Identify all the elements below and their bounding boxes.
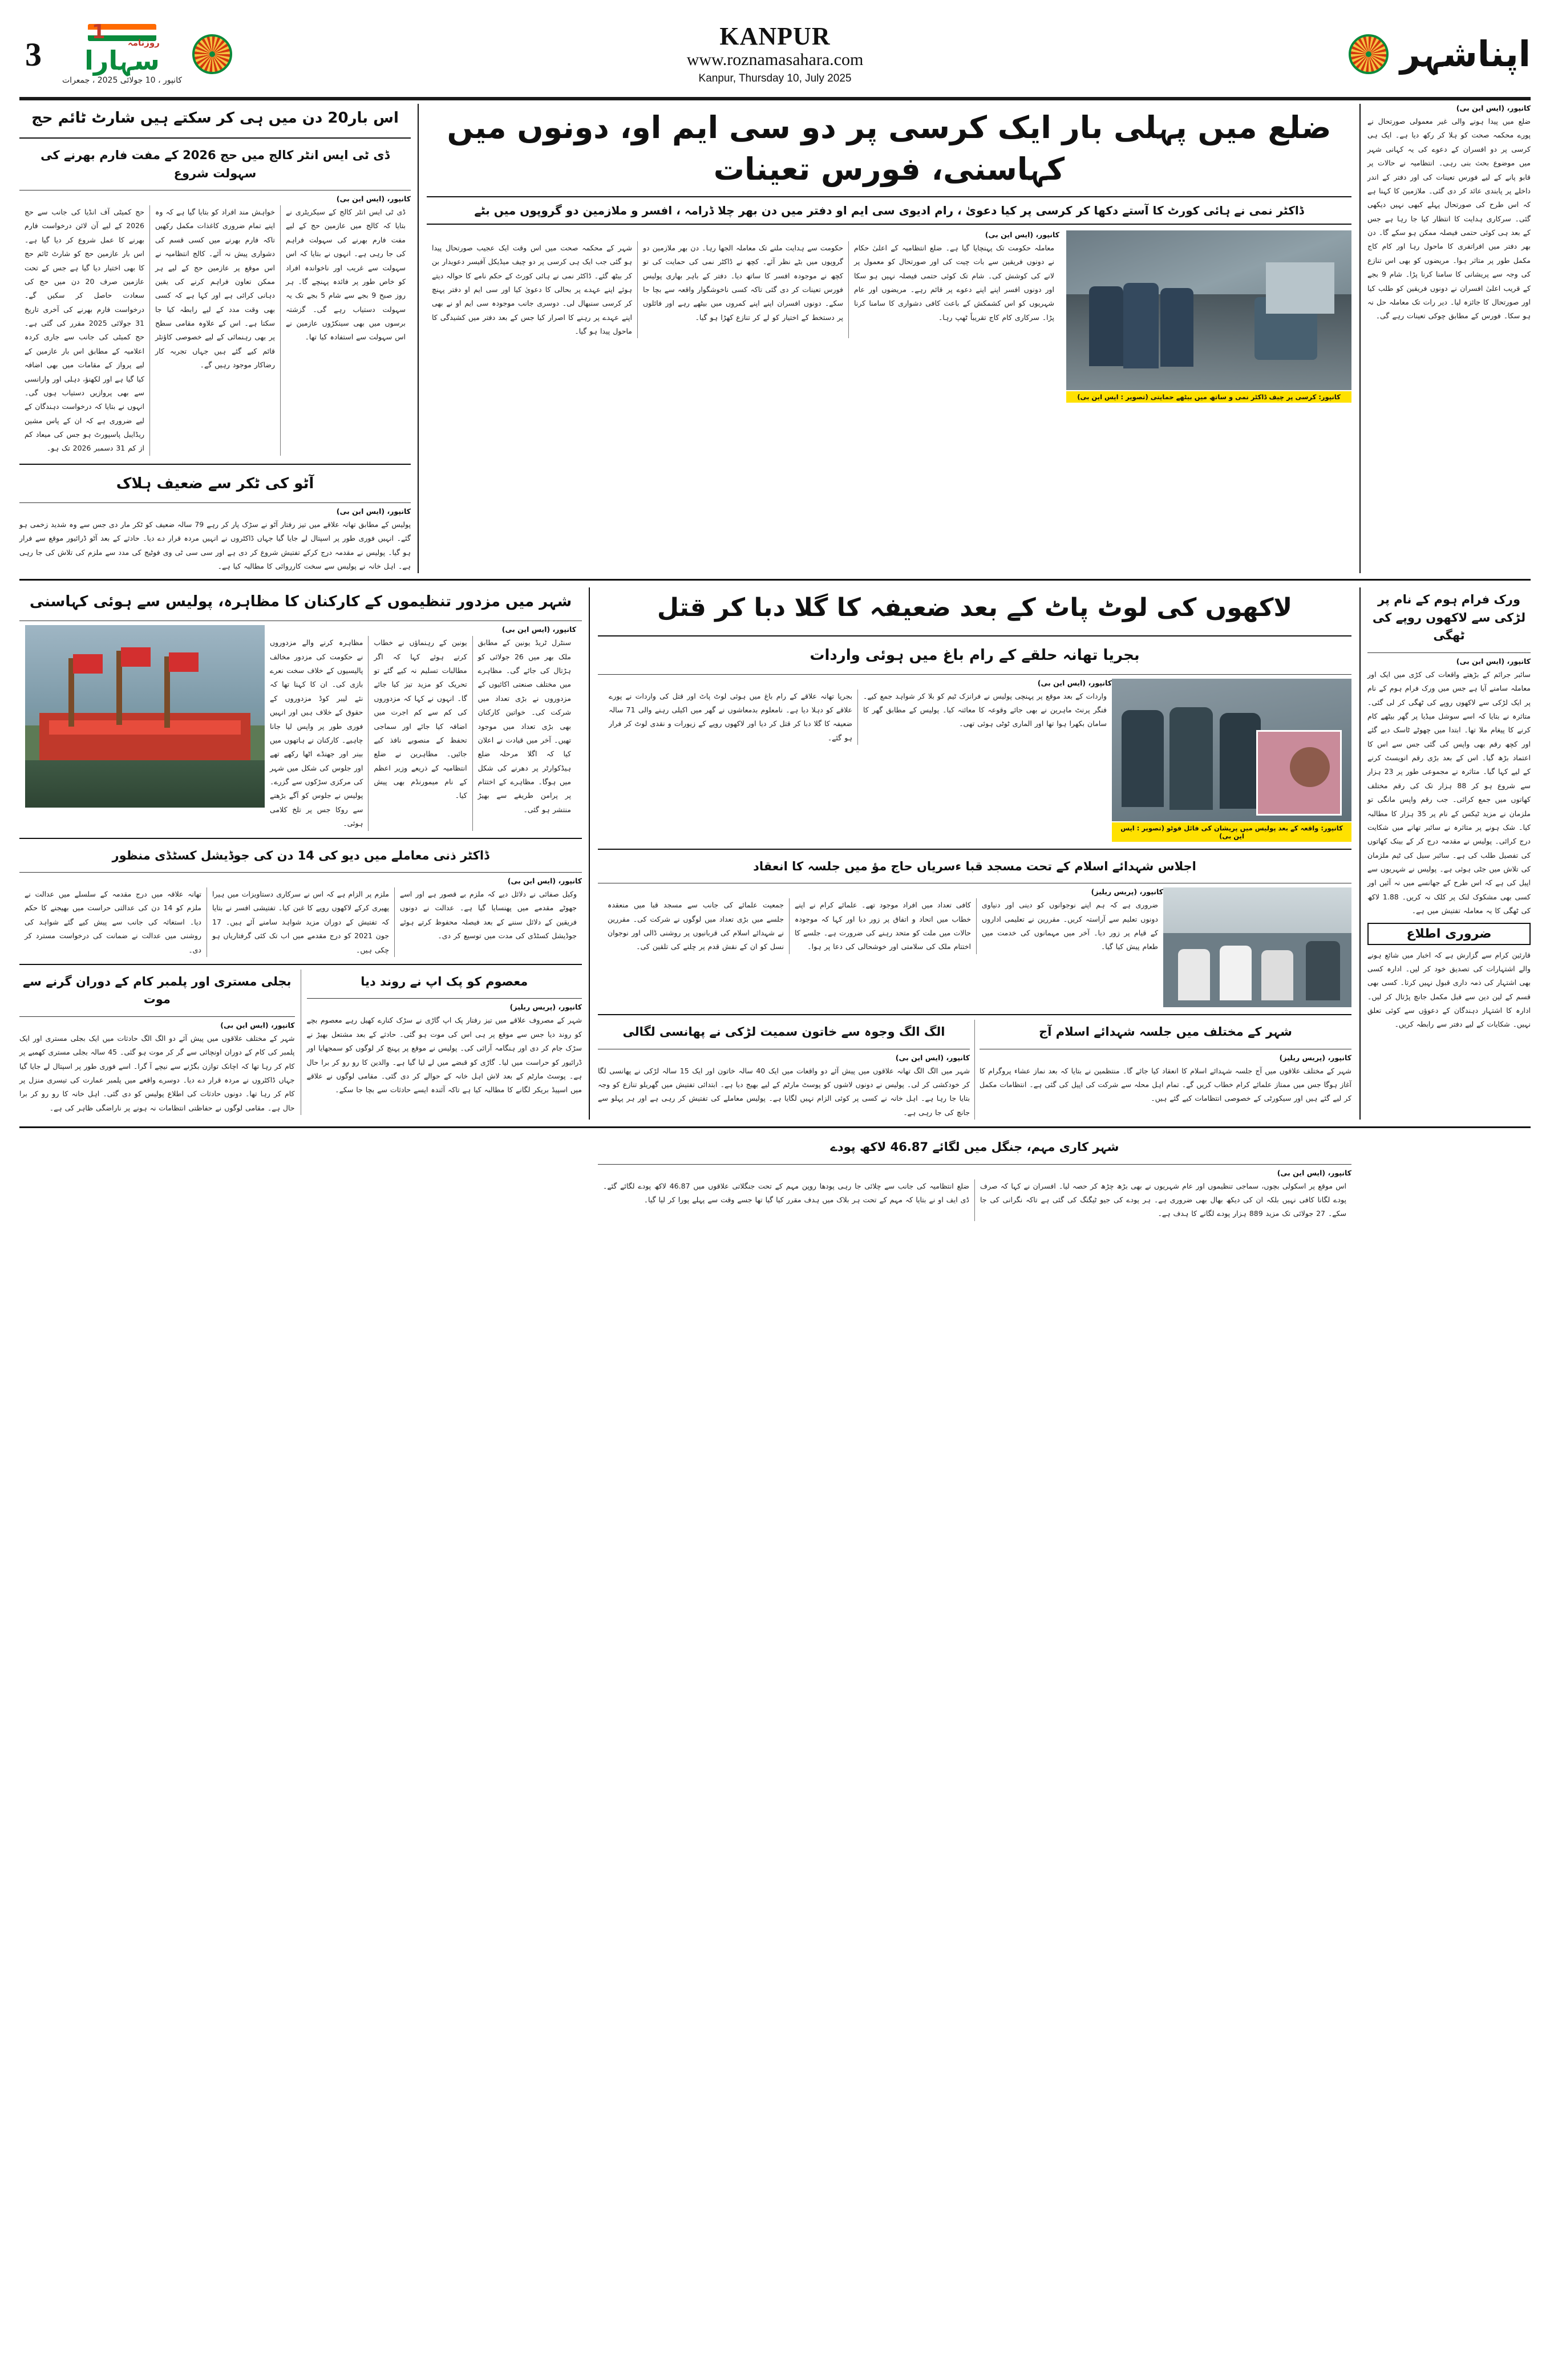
story-subheadline-hajj: ڈی ٹی ایس انٹر کالج میں حج 2026 کے مفت فارم بھرنے کی سہولت شروع (41, 148, 390, 180)
city-title: KANPUR (719, 22, 831, 50)
story-headline-wfh-fraud: ورک فرام ہوم کے نام پر لڑکی سے لاکھوں روپے کی ٹھگی (1372, 593, 1526, 643)
story-paragraph: بجریا تھانہ علاقے کے رام باغ میں ہوئی لوٹ پاٹ اور قتل کی واردات نے پورے علاقے کو دہلا دیا ہے۔ نامعلوم بدمعاشوں نے گھر میں اکیلی رہنے والی 71 سالہ ضعیفہ کا گلا دبا کر قتل کر دیا اور لاکھوں روپے کے زیورات و نقدی لوٹ کر فرار ہو گئے۔ (609, 691, 852, 742)
story-headline-shuhada-meeting: شہر کے مختلف میں جلسہ شہدائے اسلام آج (1039, 1025, 1292, 1039)
edition-date: Kanpur, Thursday 10, July 2025 (698, 72, 852, 85)
story-headline-auto-accident: آٹو کی ٹکر سے ضعیف ہلاک (116, 475, 314, 492)
band1-left-column (19, 104, 419, 573)
news-photo-police-victim (1112, 679, 1351, 821)
section-title: اپناشہر (1400, 33, 1531, 75)
story-paragraph: سنٹرل ٹریڈ یونین کے مطابق ملک بھر میں 26 جولائی کو ہڑتال کی جائے گی۔ مظاہرے میں مختلف صنعتی اکائیوں کے مزدوروں نے بڑی تعداد میں شرکت کی۔ خواتین کارکنان بھی بڑی تعداد میں موجود تھیں۔ آخر میں قیادت نے اعلان کیا کہ اگلا مرحلہ ضلع ہیڈکوارٹر پر دھرنے کی شکل میں ہوگا۔ مظاہرے کے اختتام پر پرامن طریقے سے بھیڑ منتشر ہو گئی۔ (472, 636, 576, 830)
notice-text: قارئین کرام سے گزارش ہے کہ اخبار میں شائع ہونے والے اشتہارات کی تصدیق خود کر لیں۔ ادارہ کسی بھی اشتہار کی ذمہ داری قبول نہیں کرتا۔ کسی بھی قسم کے لین دین سے قبل مکمل جانچ پڑتال کر لیں۔ ادارہ کا اشتہار دہندگان کے دعوؤں سے کوئی تعلق نہیں۔ شکایات کے لیے دفتر سے رابطہ کریں۔ (1367, 950, 1531, 1029)
dateline-mosque-gathering: کانپور، (پریس ریلیز) (1091, 887, 1163, 897)
masthead-right (1165, 34, 1531, 74)
murder-story-columns (604, 690, 1112, 745)
story-headline-hajj: اس بار20 دن میں ہی کر سکتے ہیں شارٹ ٹائم حج (31, 110, 399, 127)
photo-caption: کانپور: واقعہ کے بعد پولیس میں پریشان کی فائل فوٹو (تصویر : ایس این بی) (1112, 822, 1351, 842)
logo-kicker: روزنامہ (127, 37, 160, 48)
dateline-plantation: کانپور، (ایس این بی) (1277, 1168, 1351, 1177)
story-paragraph: مظاہرہ کرنے والے مزدوروں نے حکومت کی مزدور مخالف پالیسیوں کے خلاف سخت نعرے بازی کی۔ ان کا کہنا تھا کہ نئے لیبر کوڈ مزدوروں کے حقوق کے خلاف ہیں اور انہیں فوری طور پر واپس لیا جانا چاہیے۔ کارکنان نے ہاتھوں میں بینر اور جھنڈے اٹھا رکھے تھے اور جلوس کی شکل میں شہر کی مرکزی سڑکوں سے گزرے۔ پولیس نے جلوس کو آگے بڑھنے سے روکا جس پر تلخ کلامی ہوئی۔ (270, 638, 363, 828)
story-paragraph: شہر کے مصروف علاقے میں تیز رفتار پک اپ گاڑی نے سڑک کنارے کھیل رہے معصوم بچے کو روند دیا جس سے موقع پر ہی اس کی موت ہو گئی۔ حادثے کے بعد مشتعل بھیڑ نے سڑک جام کر دی اور ہنگامہ آرائی کی۔ پولیس نے موقع پر پہنچ کر لوگوں کو سمجھایا اور ڈرائیور کو حراست میں لیا۔ گاڑی کو قبضے میں لے لیا گیا ہے۔ والدین کا رو رو کر برا حال ہے۔ پوسٹ مارٹم کے بعد لاش اہل خانہ کے حوالے کر دی گئی۔ مقامی لوگوں نے علاقے میں اسپیڈ بریکر لگانے کا مطالبہ کیا ہے تاکہ آئندہ ایسے حادثات سے بچا جا سکے۔ (306, 1016, 582, 1094)
story-paragraph: شہر کے محکمہ صحت میں اس وقت ایک عجیب صورتحال پیدا ہو گئی جب ایک ہی کرسی پر دو چیف میڈیکل آفیسر دعویدار بن کر بیٹھ گئے۔ ڈاکٹر نمی نے ہائی کورٹ کے حکم نامے کا حوالہ دیتے ہوئے اپنے عہدے پر بحالی کا دعویٰ کیا اور سی ایم او دفتر پہنچ کر کرسی سنبھال لی۔ دوسری جانب موجودہ سی ایم او نے بھی اپنے عہدے پر رہنے کا اصرار کیا جس کے بعد دفتر میں کشیدگی کا ماحول پیدا ہو گیا۔ (432, 243, 632, 336)
story-paragraph: ضلع میں پیدا ہونے والی غیر معمولی صورتحال نے پورے محکمہ صحت کو ہلا کر رکھ دیا ہے۔ ایک ہی کرسی پر دو افسران کے دعوے کی یہ کہانی شہر میں موضوع بحث بنی رہی۔ انتظامیہ نے حالات پر قابو پانے کے لیے فورس تعینات کی اور دفتر کے اندر داخلے پر پابندی عائد کر دی گئی۔ ملازمین کا کہنا ہے کہ اس طرح کی صورتحال پہلے کبھی نہیں دیکھی گئی۔ سرکاری ہدایت کا انتظار کیا جا رہا ہے جس کے بعد ہی کوئی حتمی فیصلہ ممکن ہو سکے گا۔ دن بھر دفتر میں افراتفری کا ماحول رہا اور کام کاج مکمل طور پر متاثر ہوا۔ مریضوں کو بھی اس تنازع کی وجہ سے پریشانی کا سامنا کرنا پڑا۔ شام 9 بجے کے قریب اعلیٰ افسران نے دونوں فریقین کو طلب کیا اور صورتحال کا جائزہ لیا۔ دیر رات تک معاملہ حل نہ ہو سکا۔ فورس کے مطابق چوکی تعینات رہے گی۔ (1367, 117, 1531, 321)
website-url[interactable]: www.roznamasahara.com (686, 50, 864, 70)
story-paragraph: اس موقع پر اسکولی بچوں، سماجی تنظیموں اور عام شہریوں نے بھی بڑھ چڑھ کر حصہ لیا۔ افسران نے کہا کہ صرف پودے لگانا کافی نہیں بلکہ ان کی دیکھ بھال بھی ضروری ہے۔ ہر پودے کی جیو ٹیگنگ کی گئی ہے تاکہ نگرانی کی جا سکے۔ 27 جولائی تک مزید 889 ہزار پودے لگانے کا ہدف ہے۔ (974, 1179, 1351, 1221)
story-headline-murder: لاکھوں کی لوٹ پاٹ کے بعد ضعیفہ کا گلا دبا کر قتل (657, 593, 1293, 623)
story-headline-mosque-gathering: اجلاس شہدائے اسلام کے تحت مسجد قبا ءسریاں حاج مؤ میں جلسہ کا انعقاد (753, 859, 1196, 873)
mosque-columns (602, 898, 1163, 954)
story-paragraph: حکومت سے ہدایت ملنے تک معاملہ الجھا رہا۔ دن بھر ملازمین دو گروپوں میں بٹے نظر آئے۔ کچھ نے ڈاکٹر نمی کی حمایت کی تو کچھ نے موجودہ افسر کا ساتھ دیا۔ دفتر کے باہر بھاری پولیس فورس تعینات کر دی گئی تاکہ کسی ناخوشگوار واقعہ سے بچا جا سکے۔ دونوں افسران اپنے اپنے کمروں میں بیٹھے رہے اور فائلوں پر دستخط کے اختیار کو لے کر تنازع کھڑا ہو گیا۔ (637, 241, 848, 339)
story-paragraph: یونین کے رہنماؤں نے خطاب کرتے ہوئے کہا کہ اگر مطالبات تسلیم نہ کیے گئے تو تحریک کو مزید تیز کیا جائے گا۔ انہوں نے کہا کہ مزدوروں کی کم سے کم اجرت میں اضافہ کیا جائے اور سماجی تحفظ کے منصوبے نافذ کیے جائیں۔ مظاہرین نے ضلع انتظامیہ کے ذریعے وزیر اعظم کے نام میمورنڈم بھی پیش کیا۔ (368, 636, 472, 830)
dateline-hajj: کانپور، (ایس این بی) (336, 194, 411, 203)
logo-urdu-text (84, 39, 160, 74)
cmo-story-columns (427, 241, 1059, 339)
news-photo-mosque-meeting (1163, 887, 1351, 1007)
story-paragraph: حج کمیٹی آف انڈیا کی جانب سے حج 2026 کے لیے آن لائن درخواست فارم بھرنے کا عمل شروع کر دیا گیا ہے۔ اس بار عازمین حج کو شارٹ ٹائم حج کا بھی اختیار دیا گیا ہے جس کے تحت عازمین صرف 20 دن میں حج کی سعادت حاصل کر سکیں گے۔ درخواست فارم بھرنے کی آخری تاریخ 31 جولائی 2025 مقرر کی گئی ہے۔ حج کمیٹی کی جانب سے جاری کردہ اعلامیہ کے مطابق اس بار عازمین کے لیے پرواز کے مقامات میں بھی اضافہ کیا گیا ہے اور لکھنؤ، دہلی اور وارانسی سے بھی پروازیں دستیاب ہوں گی۔ انہوں نے بتایا کہ درخواست دہندگان کے لیے ضروری ہے کہ ان کے پاس مشین ریڈایبل پاسپورٹ ہو جس کی میعاد کم از کم 31 دسمبر 2026 تک ہو۔ (25, 208, 145, 453)
page-number: 3 (25, 35, 42, 73)
dateline-judicial-custody: کانپور، (ایس این بی) (507, 877, 582, 885)
band2-right-rail (1359, 587, 1531, 1120)
band-4 (19, 1128, 1531, 1228)
story-headline-electrician-death: بجلی مستری اور پلمبر کام کے دوران گرنے سے موت (22, 974, 292, 1007)
story-paragraph: معاملہ حکومت تک پہنچایا گیا ہے۔ ضلع انتظامیہ کے اعلیٰ حکام نے دونوں فریقین سے بات چیت کی اور صورتحال کو معمول پر لانے کی کوشش کی۔ شام تک کوئی حتمی فیصلہ نہیں ہو سکا اور دونوں افسر اپنے اپنے دعوے پر قائم رہے۔ مریضوں اور عام شہریوں کو اس کشمکش کے باعث کافی دشواری کا سامنا کرنا پڑا۔ سرکاری کام کاج تقریباً ٹھپ رہا۔ (848, 241, 1059, 339)
news-photo-cmo-office (1066, 230, 1351, 390)
story-paragraph: کافی تعداد میں افراد موجود تھے۔ علمائے کرام نے اپنے خطاب میں اتحاد و اتفاق پر زور دیا اور کہا کہ موجودہ حالات میں ملت کو متحد رہنے کی ضرورت ہے۔ جلسے کا اختتام ملک کی سلامتی اور خوشحالی کی دعا پر ہوا۔ (789, 898, 976, 954)
protest-story-block (19, 587, 590, 1120)
story-subheadline-murder: بجریا تھانہ حلقے کے رام باغ میں ہوئی واردات (810, 646, 1140, 664)
dateline-auto-accident: کانپور، (ایس این بی) (336, 506, 411, 516)
logo-numeral: 1 (92, 20, 106, 43)
band1-right-column (1359, 104, 1531, 573)
publication-logo (62, 20, 182, 85)
story-paragraph: ضلع انتظامیہ کی جانب سے چلائی جا رہی پودھا روپن مہم کے تحت جنگلاتی علاقوں میں 46.87 لاکھ پودے لگائے گئے۔ ڈی ایف او نے بتایا کہ مہم کے تحت ہر بلاک میں ہدف مقرر کیا گیا تھا جسے وقت سے پہلے پورا کر لیا گیا۔ (603, 1181, 969, 1205)
dateline-wfh-fraud: کانپور، (ایس این بی) (1456, 656, 1531, 666)
dateline-electrician-death: کانپور، (ایس این بی) (220, 1020, 295, 1029)
protest-columns (265, 636, 576, 830)
story-paragraph: خواہش مند افراد کو بتایا گیا ہے کہ وہ اپنے تمام ضروری کاغذات مکمل رکھیں تاکہ فارم بھرنے میں کسی قسم کی دشواری پیش نہ آئے۔ کالج انتظامیہ نے اس موقع پر عازمین حج کے لیے ہر ممکن تعاون فراہم کرنے کی یقین دہانی کرائی ہے اور کہا ہے کہ کسی بھی وقت مدد کے لیے رابطہ کیا جا سکتا ہے۔ اس کے علاوہ مقامی سطح پر بھی رہنمائی کے لیے خصوصی کاؤنٹر قائم کیے گئے ہیں جہاں تجربہ کار رضاکار موجود رہیں گے۔ (149, 205, 280, 456)
dateline-child-run-over: کانپور، (پریس ریلیز) (509, 1003, 582, 1012)
lead-subheadline: ڈاکٹر نمی نے ہائی کورٹ کا آستے دکھا کر کرسی پر کیا دعویٰ ، رام ادیوی سی ایم او دفتر میں دن بھر چلا ڈرامہ ، افسر و ملازمین دو گروپوں میں بٹے (427, 196, 1351, 225)
story-paragraph: جمعیت علمائے کی جانب سے مسجد قبا میں منعقدہ جلسے میں بڑی تعداد میں لوگوں نے شرکت کی۔ مقررین نے شہدائے اسلام کی قربانیوں پر روشنی ڈالی اور نوجوان نسل کو ان کے نقش قدم پر چلنے کی تلقین کی۔ (608, 901, 784, 951)
story-paragraph: واردات کے بعد موقع پر پہنچی پولیس نے فرانزک ٹیم کو بلا کر شواہد جمع کیے۔ فنگر پرنٹ ماہرین نے بھی جائے وقوعہ کا معائنہ کیا۔ پولیس کے مطابق گھر کا سامان بکھرا ہوا تھا اور الماری ٹوٹی ہوئی تھی۔ (857, 690, 1112, 745)
masthead-left (19, 20, 385, 85)
notice-heading: ضروری اطلاع (1367, 923, 1531, 945)
sunburst-icon-right (1349, 34, 1389, 74)
story-paragraph: ملزم پر الزام ہے کہ اس نے سرکاری دستاویزات میں ہیرا پھیری کرکے لاکھوں روپے کا غبن کیا۔ تفتیشی افسر نے بتایا کہ تفتیش کے دوران مزید شواہد سامنے آئے ہیں۔ 17 جون 2021 کو درج مقدمے میں اب تک کئی گرفتاریاں ہو چکی ہیں۔ (207, 887, 394, 957)
hajj-story-columns (19, 205, 411, 456)
story-paragraph: شہر میں الگ الگ تھانہ علاقوں میں پیش آئے دو واقعات میں ایک 40 سالہ خاتون اور ایک 15 سالہ لڑکی نے پھانسی لگا کر خودکشی کر لی۔ پولیس نے دونوں لاشوں کو پوسٹ مارٹم کے لیے بھیج دیا ہے۔ ابتدائی تفتیش میں گھریلو تنازع کو وجہ بتایا جا رہا ہے۔ اہل خانہ نے کسی پر کوئی الزام نہیں لگایا ہے۔ پولیس معاملے کی تفتیش کر رہی ہے اور ہر پہلو سے جانچ کی جا رہی ہے۔ (598, 1066, 970, 1117)
news-photo-protest-rally (25, 625, 265, 808)
story-paragraph: پولیس کے مطابق تھانہ علاقے میں تیز رفتار آٹو نے سڑک پار کر رہے 79 سالہ ضعیف کو ٹکر مار دی جس سے وہ شدید زخمی ہو گئے۔ انہیں فوری طور پر اسپتال لے جایا گیا جہاں ڈاکٹروں نے انہیں مردہ قرار دے دیا۔ حادثے کے بعد آٹو ڈرائیور موقع سے فرار ہو گیا۔ پولیس نے مقدمہ درج کرکے تفتیش شروع کر دی ہے اور سی سی ٹی وی فوٹیج کی مدد سے ملزم کی تلاش کی جا رہی ہے۔ اہل خانہ نے پولیس سے سخت کارروائی کا مطالبہ کیا ہے۔ (19, 520, 411, 570)
logo-date: کانپور ، 10 جولائی 2025 ، جمعرات (62, 75, 182, 85)
judicial-custody-columns (19, 887, 582, 957)
dateline-shuhada-meeting: کانپور، (پریس ریلیز) (1279, 1053, 1351, 1062)
story-paragraph: وکیل صفائی نے دلائل دیے کہ ملزم بے قصور ہے اور اسے جھوٹے مقدمے میں پھنسایا گیا ہے۔ عدالت نے دونوں فریقین کے دلائل سننے کے بعد فیصلہ محفوظ کرتے ہوئے جوڈیشل کسٹڈی کی مدت میں توسیع کر دی۔ (394, 887, 582, 957)
plantation-columns (598, 1179, 1351, 1221)
story-paragraph: شہر کے مختلف علاقوں میں آج جلسہ شہدائے اسلام کا انعقاد کیا جائے گا۔ منتظمین نے بتایا کہ بعد نماز عشاء پروگرام کا آغاز ہوگا جس میں ممتاز علمائے کرام خطاب کریں گے۔ تمام اہل محلہ سے شرکت کی اپیل کی گئی ہے۔ انتظامات مکمل کر لیے گئے ہیں اور سیکورٹی کے خصوصی انتظامات کیے گئے ہیں۔ (980, 1066, 1351, 1103)
crime-and-religion-block (590, 587, 1359, 1120)
story-headline-child-run-over: معصوم کو پک اپ نے روند دیا (361, 974, 528, 988)
dateline-protest: کانپور، (ایس این بی) (501, 625, 576, 634)
photo-caption: کانپور: کرسی پر چیف ڈاکٹر نمی و ساتھ میں بیٹھے حمایتی (تصویر : ایس این بی) (1066, 391, 1351, 403)
story-paragraph: ڈی ٹی ایس انٹر کالج کے سیکریٹری نے بتایا کہ کالج میں عازمین حج کے لیے مفت فارم بھرنے کی سہولت فراہم کی جا رہی ہے۔ انہوں نے بتایا کہ اس سہولت سے غریب اور ناخواندہ افراد کو خاص طور پر فائدہ پہنچے گا۔ ہر روز صبح 9 بجے سے شام 5 بجے تک یہ سہولت دستیاب رہے گی۔ گزشتہ برسوں میں بھی سینکڑوں عازمین نے اس سہولت سے استفادہ کیا تھا۔ (280, 205, 411, 456)
dateline-women-suicide: کانپور، (ایس این بی) (895, 1053, 970, 1062)
story-paragraph: تھانہ علاقہ میں درج مقدمہ کے سلسلے میں عدالت نے ملزم کو 14 دن کی عدالتی حراست میں بھیجنے کا حکم دیا۔ استغاثہ کی جانب سے پیش کیے گئے شواہد کی روشنی میں عدالت نے ضمانت کی درخواست مسترد کر دی۔ (25, 890, 202, 954)
story-headline-women-suicide: الگ الگ وجوہ سے خاتون سمیت لڑکی نے پھانسی لگالی (622, 1025, 945, 1039)
logo-name: سہارا (84, 44, 160, 76)
story-paragraph: سائبر جرائم کے بڑھتے واقعات کی کڑی میں ایک اور معاملہ سامنے آیا ہے جس میں ورک فرام ہوم کے نام پر ایک لڑکی سے لاکھوں روپے کی ٹھگی کر لی گئی۔ متاثرہ نے بتایا کہ اسے سوشل میڈیا پر گھر بیٹھے کام کرنے کا پیغام ملا تھا۔ ابتدا میں چھوٹے ٹاسک دیے گئے اور کچھ رقم بھی واپس کی گئی جس سے اس کا اعتماد بڑھ گیا۔ اس کے بعد بڑی رقم انویسٹ کرنے کے لیے کہا گیا۔ متاثرہ نے مجموعی طور پر 23 ہزار سے شروع ہو کر 88 ہزار تک کی رقم مختلف کھاتوں میں جمع کرائی۔ جب رقم واپس مانگی تو ملزمان نے مزید ٹیکس کے نام پر 35 ہزار کا مطالبہ کیا۔ شک ہونے پر متاثرہ نے سائبر تھانے میں شکایت درج کرائی۔ پولیس نے مقدمہ درج کر کے بینک کھاتوں کی تفصیل طلب کی ہے۔ سائبر سیل کی ٹیم ملزمان کی تلاش میں جٹی ہوئی ہے۔ پولیس نے شہریوں سے اپیل کی ہے کہ اس طرح کے جھانسے میں نہ آئیں اور کسی بھی مشکوک لنک پر کلک نہ کریں۔ 1.88 لاکھ کی ٹھگی کا یہ معاملہ تفتیش میں ہے۔ (1367, 670, 1531, 915)
sunburst-icon (192, 34, 232, 74)
band1-main-column (419, 104, 1359, 573)
lead-headline: ضلع میں پہلی بار ایک کرسی پر دو سی ایم او، دونوں میں کہاسنی، فورس تعینات (447, 110, 1332, 187)
story-paragraph: ضروری ہے کہ ہم اپنے نوجوانوں کو دینی اور دنیاوی دونوں تعلیم سے آراستہ کریں۔ مقررین نے تعلیمی اداروں کے قیام پر زور دیا۔ آخر میں مہمانوں کی خدمت میں طعام پیش کیا گیا۔ (976, 898, 1163, 954)
band-2 (19, 581, 1531, 1128)
masthead-center (385, 23, 1165, 85)
dateline-right-sidebar: کانپور، (ایس این بی) (1456, 104, 1531, 112)
story-headline-protest: شہر میں مزدور تنظیموں کے کارکنان کا مظاہرہ، پولیس سے ہوئی کہاسنی (29, 593, 572, 611)
band-1 (19, 104, 1531, 581)
dateline-murder: کانپور، (ایس این بی) (1037, 678, 1112, 687)
story-headline-plantation: شہر کاری مہم، جنگل میں لگائے 46.87 لاکھ پودے (830, 1140, 1119, 1154)
story-headline-judicial-custody: ڈاکٹر ذنی معاملے میں دیو کی 14 دن کی جوڈیشل کسٹڈی منظور (112, 848, 489, 862)
dateline-cmo-story: کانپور، (ایس این بی) (985, 230, 1059, 239)
masthead (19, 15, 1531, 100)
story-paragraph: شہر کے مختلف علاقوں میں پیش آئے دو الگ الگ حادثات میں ایک بجلی مستری اور ایک پلمبر کی کام کے دوران اونچائی سے گر کر موت ہو گئی۔ 45 سالہ بجلی مستری کھمبے پر کام کر رہا تھا کہ اچانک توازن بگڑنے سے نیچے آ گرا۔ اسے فوری طور پر اسپتال لے جایا گیا جہاں ڈاکٹروں نے مردہ قرار دے دیا۔ دوسرے واقعے میں پلمبر عمارت کی تیسری منزل پر کام کر رہا تھا۔ دونوں حادثات کی اطلاع پولیس کو دی گئی۔ اہل خانہ کا رو رو کر برا حال ہے۔ مقامی لوگوں نے حفاظتی انتظامات نہ ہونے پر ناراضگی ظاہر کی ہے۔ (19, 1033, 295, 1112)
